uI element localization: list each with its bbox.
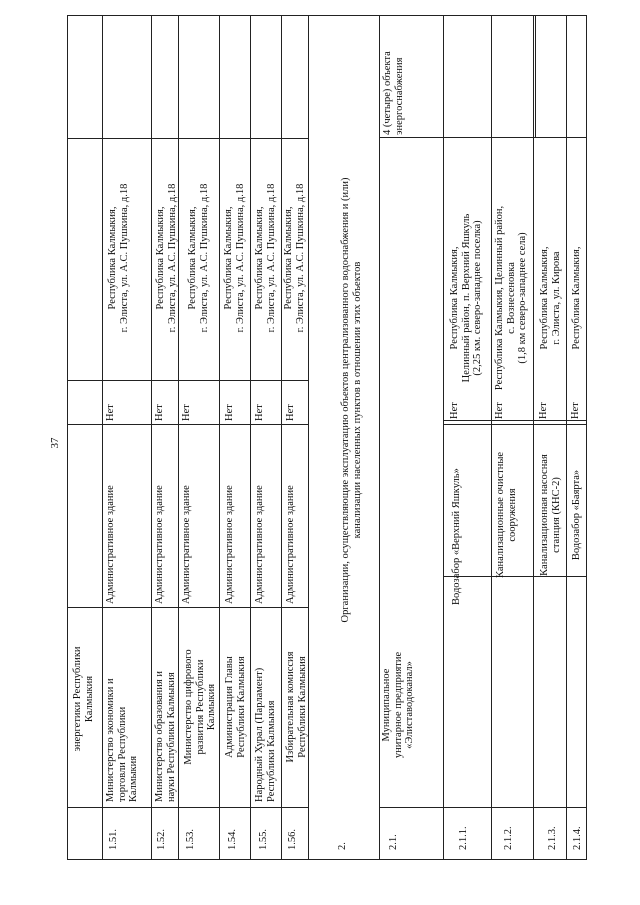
flag-cell: Нет [570,402,581,419]
row-divider [308,15,309,860]
flag-cell: Нет [181,404,192,421]
object-cell: Водозабор «Верхний Яшкуль» [451,468,462,605]
row-number: 2.1. [388,834,399,850]
column-divider [379,137,587,138]
page-number: 37 [49,437,61,449]
flag-cell: Нет [449,402,460,419]
org-cell: Избирательная комиссия Республики Калмыкия [285,651,308,763]
row-divider [566,15,567,860]
address-cell: Республика Калмыкия, г. Элиста, ул. Кирова [539,246,562,350]
row-divider [178,15,179,860]
address-cell: Республика Калмыкия, Целинный район, с. Вознесеновка (1,8 км северо-западнее села) [494,205,528,391]
object-cell: Административное здание [285,485,296,604]
row-divider [250,15,251,860]
address-cell: Республика Калмыкия, г. Элиста, ул. А.С. Пушкина, д.18 [107,183,130,333]
object-cell: Административное здание [181,485,192,604]
org-cell: Министерство образования и науки Республики Калмыкия [154,671,177,802]
object-cell: Административное здание [254,485,265,604]
address-cell: Республика Калмыкия, г. Элиста, ул. А.С. Пушкина, д.18 [223,183,246,333]
row-number: 1.54. [227,829,238,850]
count-cell: 4 (четыре) объекта энергоснабжения [382,51,405,135]
flag-cell: Нет [224,404,235,421]
object-cell: Административное здание [105,485,116,604]
address-cell: Республика Калмыкия, Целинный район, п. Верхний Яшкуль (2,25 км. северо-западнее поселка) [449,213,483,383]
flag-cell: Нет [494,402,505,419]
row-number: 2.1.2. [503,826,514,850]
row-number: 2.1.3. [547,826,558,850]
org-cell: Администрация Главы Республики Калмыкия [224,656,247,758]
column-divider [67,807,308,808]
flag-cell: Нет [154,404,165,421]
row-number: 2.1.4. [572,826,583,850]
row-divider [281,15,282,860]
column-divider [379,807,587,808]
address-cell: Республика Калмыкия, г. Элиста, ул. А.С. Пушкина, д.18 [187,183,210,333]
row-divider [219,15,220,860]
org-cell: Министерство экономики и торговли Республики Калмыкия [105,678,139,802]
section-title: Организации, осуществляющие эксплуатацию объектов централизованного водоснабжения и (или) канализации населенных пунктов в отношении этих объектов [340,177,363,623]
column-divider [443,420,587,421]
org-cell: энергетики Республики Калмыкия [72,646,95,752]
row-number: 1.53. [185,829,196,850]
row-divider [151,15,152,860]
flag-cell: Нет [285,404,296,421]
address-cell: Республика Калмыкия, г. Элиста, ул. А.С. Пушкина, д.18 [283,183,306,333]
row-number: 2.1.1. [458,826,469,850]
row-number: 1.56. [287,829,298,850]
object-cell: Водозабор «Баярта» [571,469,582,561]
object-cell: Административное здание [224,485,235,604]
address-cell: Республика Калмыкия, [571,246,582,350]
address-cell: Республика Калмыкия, г. Элиста, ул. А.С. Пушкина, д.18 [254,183,277,333]
cell-divider [535,15,536,137]
flag-cell: Нет [254,404,265,421]
row-divider [491,15,492,860]
column-divider [67,607,308,608]
section-number: 2. [337,842,348,850]
flag-cell: Нет [105,404,116,421]
org-cell: Министерство цифрового развития Республики Калмыкия [183,649,217,765]
org-cell: Народный Хурал (Парламент) Республики Калмыкия [254,667,277,802]
row-number: 1.51. [108,829,119,850]
flag-cell: Нет [538,402,549,419]
row-divider [102,15,103,860]
row-number: 1.55. [258,829,269,850]
row-divider [533,15,534,860]
object-cell: Канализационная насосная станция (КНС-2) [539,454,562,576]
cell-divider [379,15,380,860]
org-cell: Муниципальное унитарное предприятие «Элиставодоканал» [381,651,415,759]
object-cell: Канализационные очистные сооружения [495,451,518,579]
row-number: 1.52. [156,829,167,850]
object-cell: Административное здание [154,485,165,604]
address-cell: Республика Калмыкия, г. Элиста, ул. А.С. Пушкина, д.18 [155,183,178,333]
row-divider [443,15,444,860]
